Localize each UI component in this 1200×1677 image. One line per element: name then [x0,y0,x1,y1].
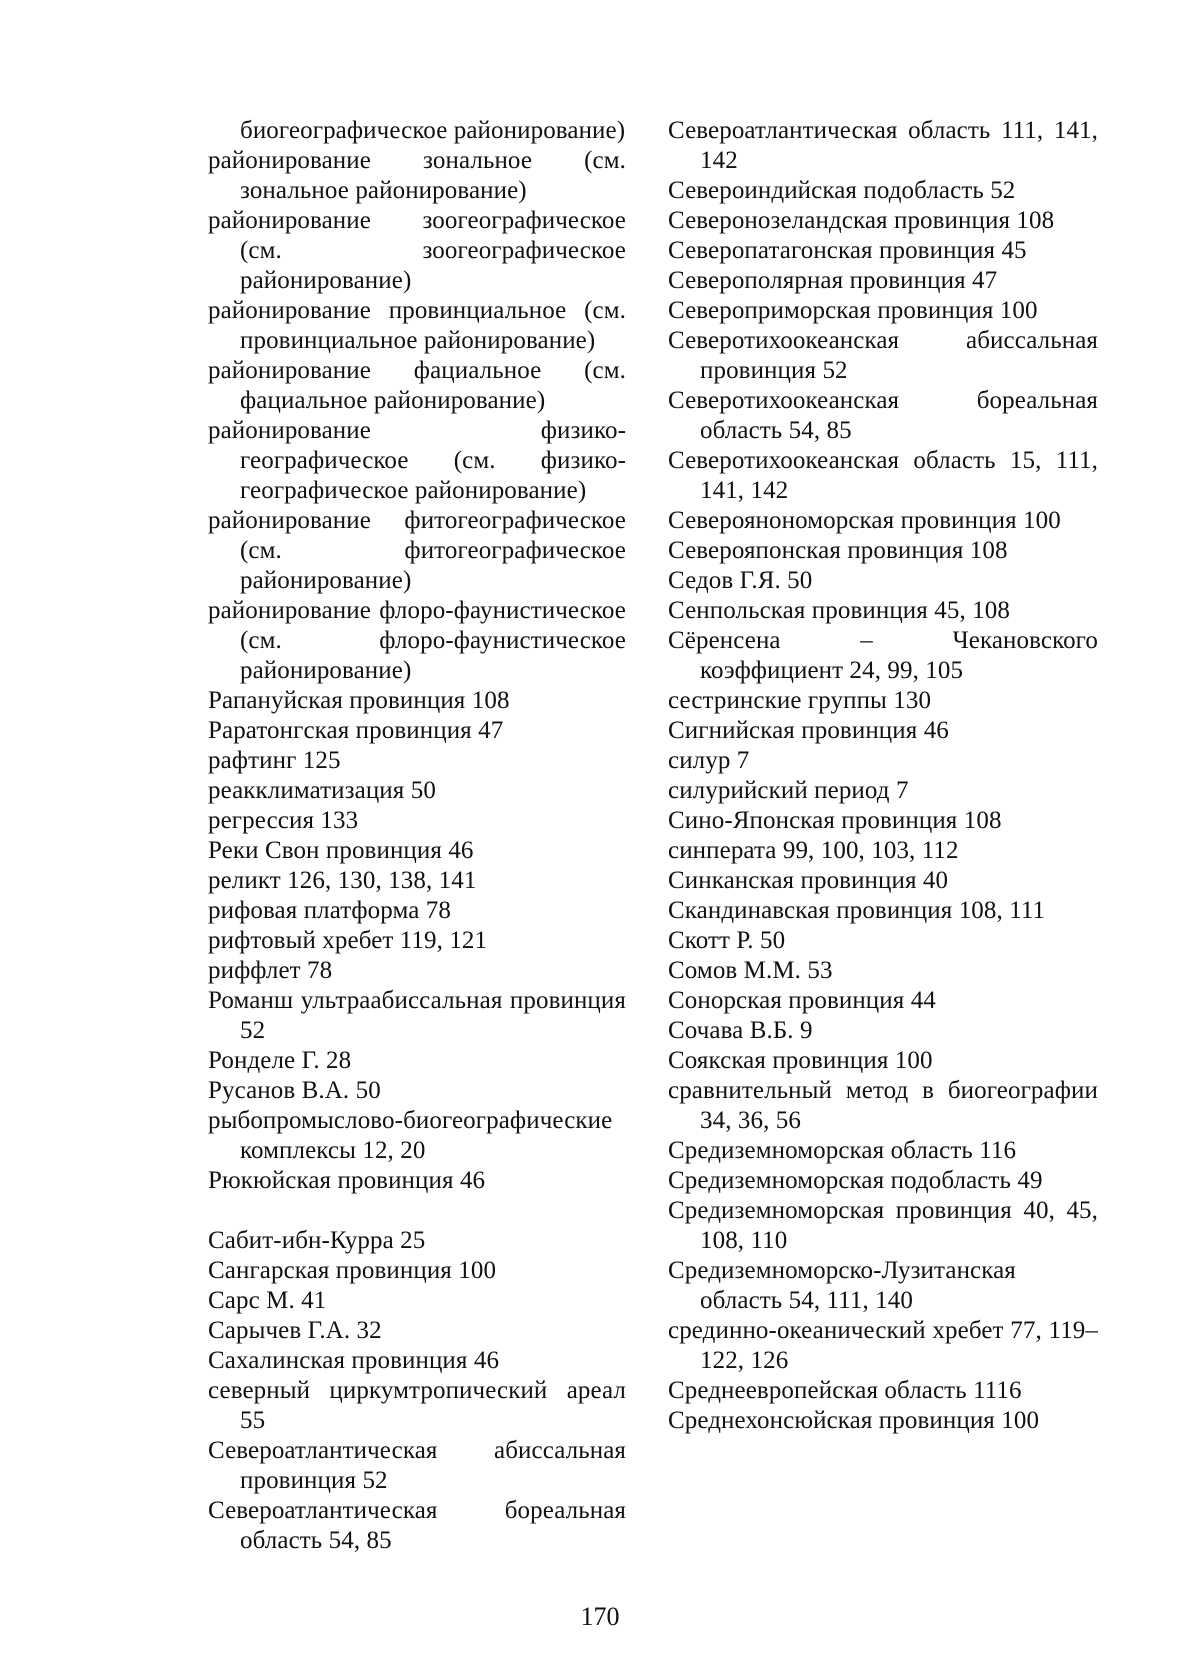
index-entry: Соякская провинция 100 [668,1047,933,1074]
index-entry: Сочава В.Б. 9 [668,1017,813,1044]
index-entry: Рюкюйская провинция 46 [208,1167,486,1194]
index-entry: Сарычев Г.А. 32 [208,1317,382,1344]
index-entry: Сарс М. 41 [208,1287,327,1314]
index-entry: риффлет 78 [208,957,333,984]
index-entry: Среднеевропейская область 1116 [668,1377,1022,1404]
index-entry: Сахалинская провинция 46 [208,1347,500,1374]
index-entry: Североприморская провинция 100 [668,297,1038,324]
index-entry: Сёренсена – Чекановского коэффициент 24, 99, 105 [668,627,1098,684]
index-entry: Русанов В.А. 50 [208,1077,381,1104]
index-entry: Северотихоокеанская область 15, 111, 141, 142 [668,447,1098,504]
index-entry: Северопатагонская провинция 45 [668,237,1027,264]
index-entry: Реки Свон провинция 46 [208,837,474,864]
index-entry: Средиземноморская провинция 40, 45, 108, 110 [668,1197,1098,1254]
index-entry: Сабит-ибн-Курра 25 [208,1227,426,1254]
page-number: 170 [580,1602,620,1631]
index-entry: Средиземноморско-Лузитанская область 54, 111, 140 [668,1257,1016,1314]
index-entry: Сигнийская провинция 46 [668,717,949,744]
index-entry: Северонозеландская провинция 108 [668,207,1055,234]
index-entry: Скотт Р. 50 [668,927,786,954]
index-entry: рифтовый хребет 119, 121 [208,927,488,954]
index-entry: Романш ультраабиссальная провинция 52 [208,987,626,1044]
index-entry: реликт 126, 130, 138, 141 [208,867,477,894]
index-entry: Североиндийская подобласть 52 [668,177,1016,204]
index-entry: рыбопромыслово-биогеографические комплексы 12, 20 [208,1107,613,1164]
index-entry: Средиземноморская подобласть 49 [668,1167,1043,1194]
index-entry: синперата 99, 100, 103, 112 [668,837,959,864]
index-entry: районирование флоро-фаунистическое (см. флоро-фаунистическое районирование) [208,597,626,684]
index-entry: районирование зональное (см. зональное районирование) [208,147,626,204]
index-entry: биогеографическое районирование) [240,117,626,144]
index-entry: Северояпонская провинция 108 [668,537,1008,564]
index-entry: районирование зоогеографическое (см. зоогеографическое районирование) [208,207,626,294]
index-entry: Северополярная провинция 47 [668,267,998,294]
index-entry: сравнительный метод в биогеографии 34, 36, 56 [668,1077,1098,1134]
index-entry: Рапануйская провинция 108 [208,687,510,714]
index-entry: Средиземноморская область 116 [668,1137,1017,1164]
index-entry: силур 7 [668,747,750,774]
index-entry: районирование фитогеографическое (см. фитогеографическое районирование) [208,507,626,594]
index-entry: Сомов М.М. 53 [668,957,833,984]
index-entry: Североянономорская провинция 100 [668,507,1061,534]
index-entry: Североатлантическая абиссальная провинция 52 [208,1437,626,1494]
index-entry: Раратонгская провинция 47 [208,717,504,744]
index-entry: Североатлантическая область 111, 141, 142 [668,117,1098,174]
index-entry: Седов Г.Я. 50 [668,567,813,594]
index-entry: рафтинг 125 [208,747,341,774]
index-entry: срединно-океанический хребет 77, 119–122, 126 [668,1317,1098,1374]
index-entry: силурийский период 7 [668,777,909,804]
index-entry: Сонорская провинция 44 [668,987,936,1014]
index-entry: Ронделе Г. 28 [208,1047,352,1074]
index-entry: Скандинавская провинция 108, 111 [668,897,1046,924]
index-entry: Синканская провинция 40 [668,867,949,894]
index-entry: Сино-Японская провинция 108 [668,807,1002,834]
index-entry: Среднехонсюйская провинция 100 [668,1407,1040,1434]
index-entry: районирование фациальное (см. фациальное районирование) [208,357,626,414]
index-entry: сестринские группы 130 [668,687,932,714]
index-column-right [668,116,1098,1436]
index-entry: Североатлантическая бореальная область 54, 85 [208,1497,626,1554]
index-entry: районирование физико-географическое (см. физико-географическое районирование) [208,417,626,504]
index-entry: регрессия 133 [208,807,359,834]
index-entry: Сенпольская провинция 45, 108 [668,597,1010,624]
index-entry: Северотихоокеанская абиссальная провинция 52 [668,327,1098,384]
index-entry: северный циркумтропический ареал 55 [208,1377,626,1434]
index-entry: районирование провинциальное (см. провинциальное районирование) [208,297,626,354]
index-entry: рифовая платформа 78 [208,897,451,924]
index-entry: реакклиматизация 50 [208,777,436,804]
index-entry: Сангарская провинция 100 [208,1257,497,1284]
index-entry: Северотихоокеанская бореальная область 54, 85 [668,387,1098,444]
index-column-left [208,116,626,1556]
